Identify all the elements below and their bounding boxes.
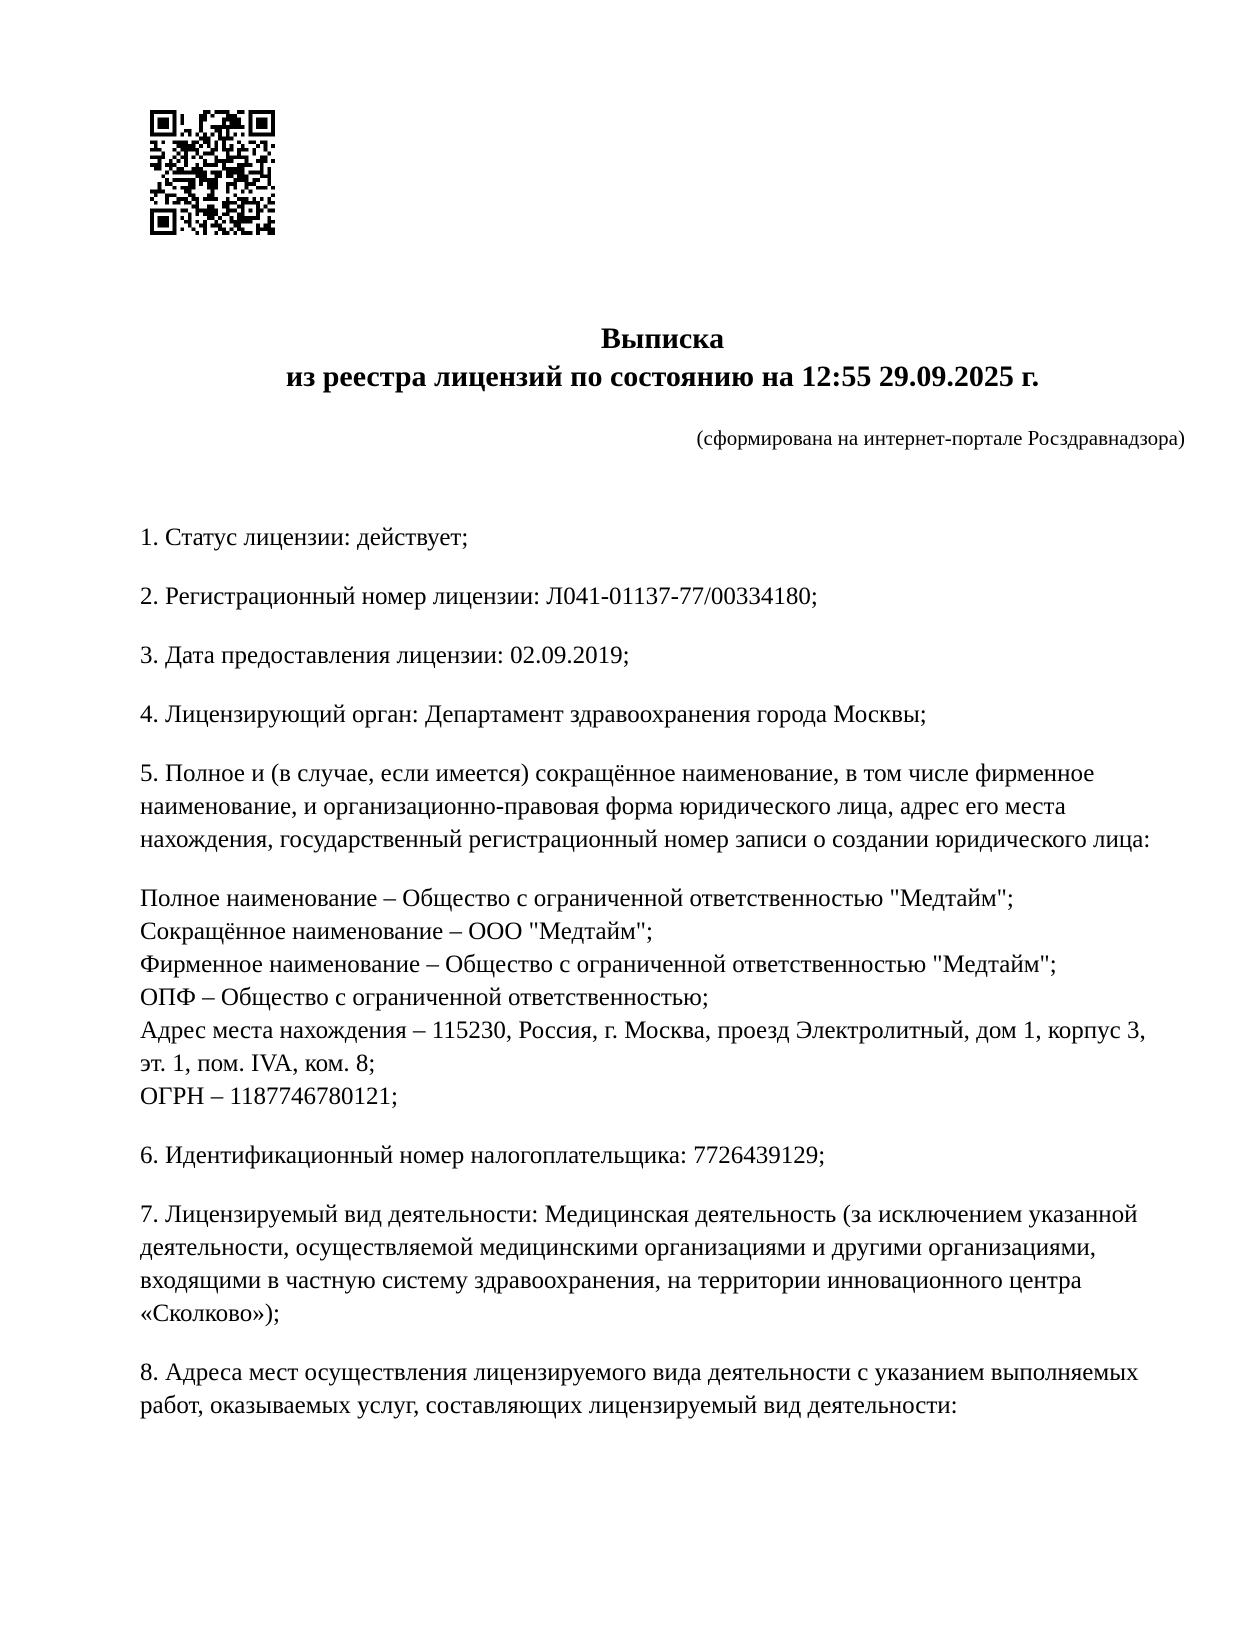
title-line-2: из реестра лицензий по состоянию на 12:55 29.09.2025 г.	[285, 360, 1040, 393]
text-line: «Сколково»);	[140, 1300, 280, 1327]
text-line: Адрес места нахождения – 115230, Россия, г. Москва, проезд Электролитный, дом 1, корпус 3,	[140, 1017, 1146, 1044]
document-title	[140, 320, 1185, 396]
text-line: 6. Идентификационный номер налогоплательщика: 7726439129;	[140, 1142, 826, 1169]
paragraph	[140, 698, 1185, 731]
paragraph	[140, 882, 1185, 1113]
document-body	[140, 521, 1185, 1422]
paragraph	[140, 757, 1185, 856]
document-content	[140, 0, 1185, 1448]
text-line: 7. Лицензируемый вид деятельности: Медицинская деятельность (за исключением указанной	[140, 1201, 1138, 1228]
text-line: Фирменное наименование – Общество с ограниченной ответственностью "Медтайм";	[140, 951, 1057, 978]
text-line: Сокращённое наименование – ООО "Медтайм";	[140, 918, 653, 945]
text-line: ОГРН – 1187746780121;	[140, 1083, 398, 1110]
paragraph	[140, 1356, 1185, 1422]
text-line: 5. Полное и (в случае, если имеется) сокращённое наименование, в том числе фирменное	[140, 760, 1095, 787]
text-line: эт. 1, пом. IVA, ком. 8;	[140, 1050, 376, 1077]
paragraph	[140, 580, 1185, 613]
text-line: нахождения, государственный регистрационный номер записи о создании юридического лица:	[140, 826, 1151, 853]
paragraph	[140, 639, 1185, 672]
text-line: Полное наименование – Общество с ограниченной ответственностью "Медтайм";	[140, 885, 1014, 912]
paragraph	[140, 1139, 1185, 1172]
text-line: работ, оказываемых услуг, составляющих лицензируемый вид деятельности:	[140, 1392, 958, 1419]
text-line: 4. Лицензирующий орган: Департамент здравоохранения города Москвы;	[140, 701, 927, 728]
text-line: деятельности, осуществляемой медицинскими организациями и другими организациями,	[140, 1234, 1097, 1261]
text-line: ОПФ – Общество с ограниченной ответственностью;	[140, 984, 709, 1011]
text-line: 1. Статус лицензии: действует;	[140, 524, 469, 551]
paragraph	[140, 1198, 1185, 1330]
text-line: 8. Адреса мест осуществления лицензируемого вида деятельности с указанием выполняемых	[140, 1359, 1139, 1386]
text-line: входящими в частную систему здравоохранения, на территории инновационного центра	[140, 1267, 1082, 1294]
document-subtitle: (сформирована на интернет-портале Росздравнадзора)	[696, 426, 1185, 450]
text-line: наименование, и организационно-правовая форма юридического лица, адрес его места	[140, 793, 1066, 820]
paragraph	[140, 521, 1185, 554]
text-line: 3. Дата предоставления лицензии: 02.09.2019;	[140, 642, 630, 669]
text-line: 2. Регистрационный номер лицензии: Л041-01137-77/00334180;	[140, 583, 818, 610]
title-line-1: Выписка	[600, 322, 725, 355]
